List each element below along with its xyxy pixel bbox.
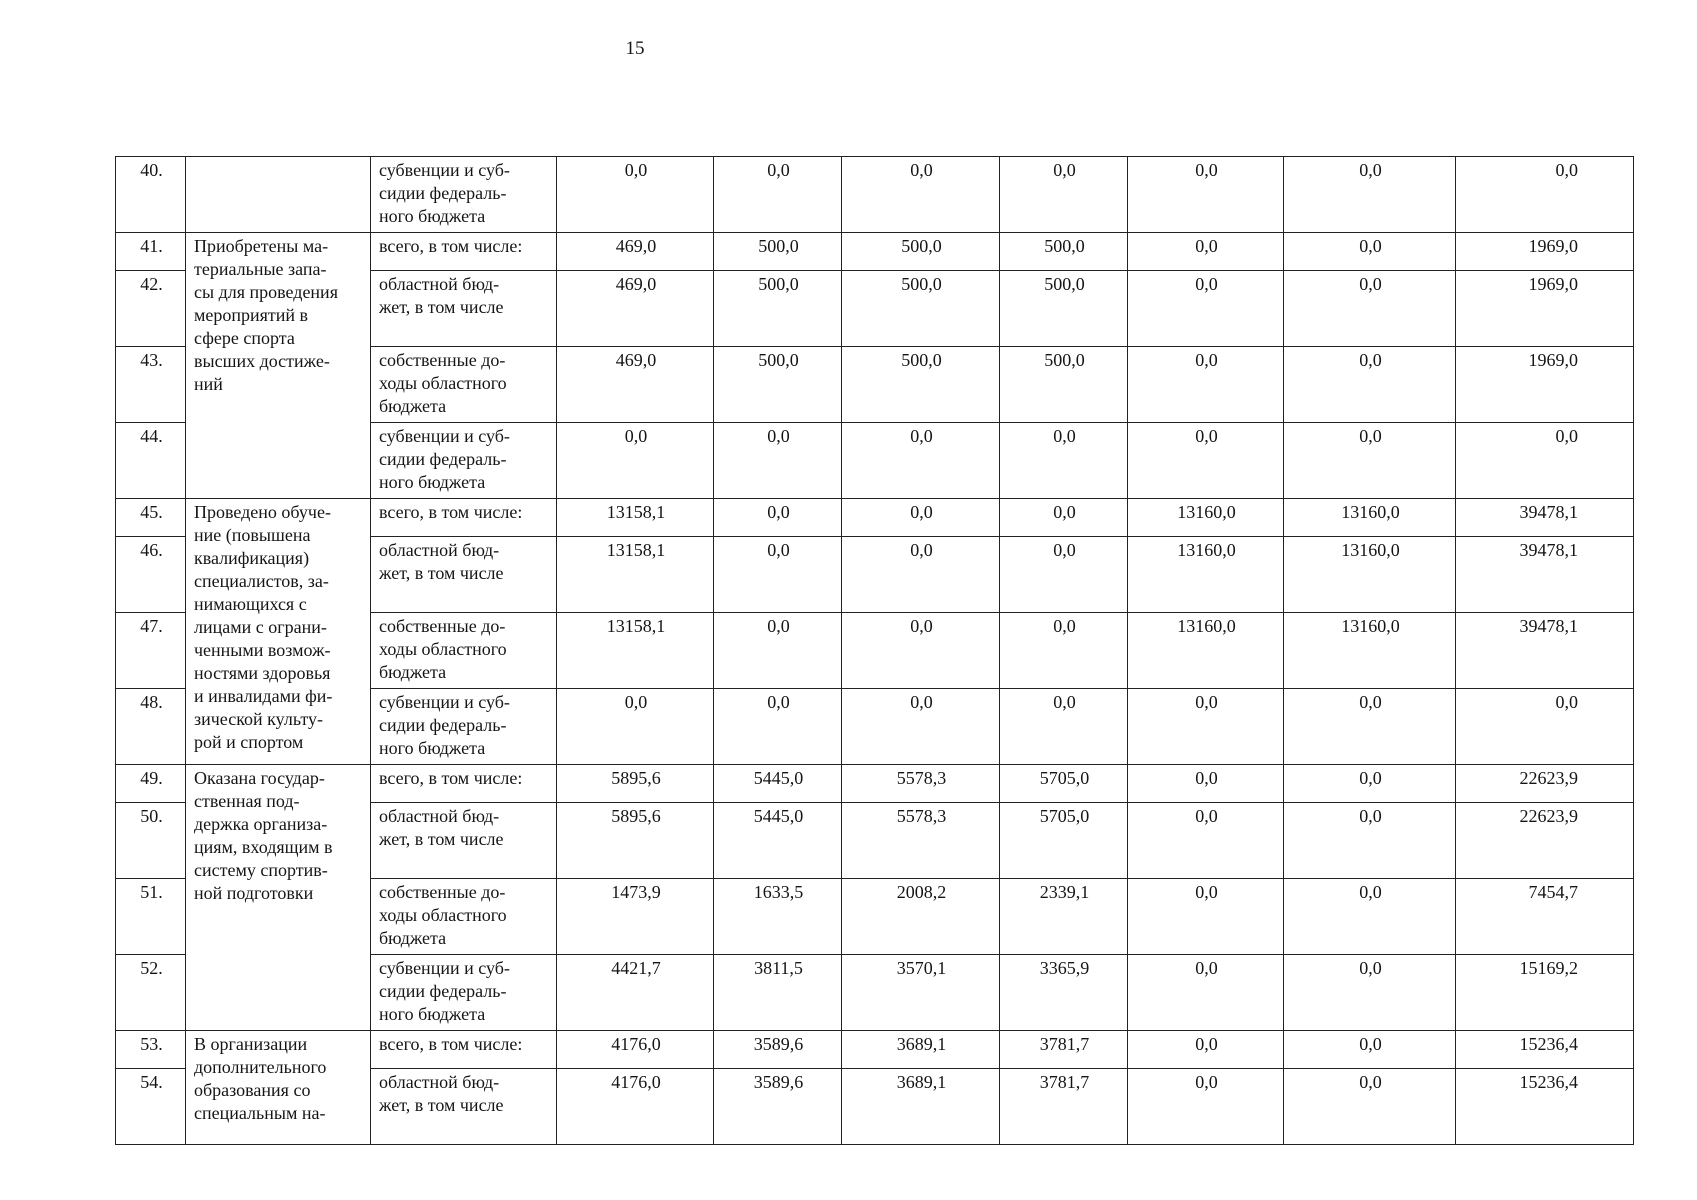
page-number: 15 (625, 38, 645, 59)
funding-source (371, 423, 557, 499)
funding-source (371, 955, 557, 1031)
year-value: 0,0 (1128, 689, 1284, 765)
row-number: 40. (116, 157, 186, 233)
year-value: 0,0 (557, 423, 714, 499)
year-value: 0,0 (1284, 233, 1456, 271)
year-value: 3570,1 (842, 955, 1000, 1031)
measure-description (186, 499, 371, 765)
year-value: 0,0 (842, 499, 1000, 537)
total-value: 7454,7 (1456, 879, 1634, 955)
measure-description (186, 765, 371, 1031)
year-value: 4176,0 (557, 1031, 714, 1069)
year-value: 0,0 (714, 157, 842, 233)
table-row (116, 765, 1634, 803)
funding-source-text: субвенции и суб- сидии федераль- ного бюджета (379, 160, 510, 226)
year-value: 0,0 (714, 423, 842, 499)
year-value: 13160,0 (1284, 537, 1456, 613)
measure-description (186, 157, 371, 233)
funding-source (371, 1069, 557, 1145)
year-value: 13160,0 (1128, 499, 1284, 537)
year-value: 0,0 (1128, 955, 1284, 1031)
year-value: 13160,0 (1284, 499, 1456, 537)
year-value: 0,0 (1128, 1031, 1284, 1069)
funding-source-text: всего, в том числе: (379, 502, 523, 522)
total-value: 1969,0 (1456, 271, 1634, 347)
year-value: 0,0 (842, 423, 1000, 499)
year-value: 2008,2 (842, 879, 1000, 955)
year-value: 0,0 (1284, 803, 1456, 879)
year-value: 0,0 (1284, 879, 1456, 955)
measure-description-text: В организации дополнительного образования со специальным на- (194, 1034, 327, 1123)
funding-source (371, 537, 557, 613)
year-value: 0,0 (842, 157, 1000, 233)
total-value: 39478,1 (1456, 613, 1634, 689)
year-value: 1473,9 (557, 879, 714, 955)
funding-source-text: собственные до- ходы областного бюджета (379, 350, 507, 416)
year-value: 469,0 (557, 347, 714, 423)
funding-source (371, 613, 557, 689)
total-value: 1969,0 (1456, 233, 1634, 271)
year-value: 500,0 (1000, 233, 1128, 271)
year-value: 0,0 (1000, 423, 1128, 499)
year-value: 0,0 (842, 689, 1000, 765)
year-value: 3811,5 (714, 955, 842, 1031)
total-value: 0,0 (1456, 689, 1634, 765)
row-number: 52. (116, 955, 186, 1031)
total-value: 15169,2 (1456, 955, 1634, 1031)
year-value: 0,0 (1128, 879, 1284, 955)
year-value: 5705,0 (1000, 765, 1128, 803)
year-value: 0,0 (1128, 765, 1284, 803)
measure-description (186, 1031, 371, 1145)
year-value: 0,0 (1128, 157, 1284, 233)
year-value: 0,0 (1000, 613, 1128, 689)
year-value: 500,0 (714, 233, 842, 271)
year-value: 0,0 (1284, 765, 1456, 803)
row-number: 45. (116, 499, 186, 537)
funding-source-text: субвенции и суб- сидии федераль- ного бюджета (379, 692, 510, 758)
total-value: 39478,1 (1456, 499, 1634, 537)
year-value: 4176,0 (557, 1069, 714, 1145)
year-value: 500,0 (842, 347, 1000, 423)
measure-description (186, 233, 371, 499)
row-number: 42. (116, 271, 186, 347)
year-value: 500,0 (1000, 347, 1128, 423)
year-value: 469,0 (557, 271, 714, 347)
funding-source (371, 879, 557, 955)
funding-source (371, 347, 557, 423)
funding-source (371, 1031, 557, 1069)
year-value: 0,0 (1128, 233, 1284, 271)
year-value: 3689,1 (842, 1069, 1000, 1145)
year-value: 5705,0 (1000, 803, 1128, 879)
year-value: 0,0 (1284, 955, 1456, 1031)
year-value: 13160,0 (1128, 613, 1284, 689)
funding-source (371, 499, 557, 537)
total-value: 0,0 (1456, 423, 1634, 499)
year-value: 3781,7 (1000, 1069, 1128, 1145)
funding-source-text: всего, в том числе: (379, 768, 523, 788)
year-value: 0,0 (1128, 1069, 1284, 1145)
funding-source-text: собственные до- ходы областного бюджета (379, 882, 507, 948)
year-value: 0,0 (1284, 157, 1456, 233)
year-value: 500,0 (714, 271, 842, 347)
funding-source (371, 689, 557, 765)
year-value: 4421,7 (557, 955, 714, 1031)
year-value: 2339,1 (1000, 879, 1128, 955)
total-value: 15236,4 (1456, 1031, 1634, 1069)
year-value: 5895,6 (557, 765, 714, 803)
year-value: 3589,6 (714, 1069, 842, 1145)
budget-table (115, 156, 1634, 1145)
year-value: 0,0 (1000, 689, 1128, 765)
year-value: 0,0 (1000, 537, 1128, 613)
funding-source-text: собственные до- ходы областного бюджета (379, 616, 507, 682)
funding-source-text: областной бюд- жет, в том числе (379, 806, 504, 849)
measure-description-text: Приобретены ма- териальные запа- сы для проведения мероприятий в сфере спорта высших достиже- ний (194, 236, 338, 394)
year-value: 0,0 (1284, 423, 1456, 499)
year-value: 0,0 (714, 689, 842, 765)
year-value: 3589,6 (714, 1031, 842, 1069)
year-value: 3365,9 (1000, 955, 1128, 1031)
total-value: 0,0 (1456, 157, 1634, 233)
year-value: 500,0 (842, 271, 1000, 347)
funding-source (371, 765, 557, 803)
table-row (116, 499, 1634, 537)
total-value: 22623,9 (1456, 765, 1634, 803)
measure-description-text: Оказана государ- ственная под- держка организа- циям, входящим в систему спортив- ной подготовки (194, 768, 333, 903)
table-row (116, 1031, 1634, 1069)
year-value: 0,0 (1284, 1069, 1456, 1145)
year-value: 0,0 (1128, 803, 1284, 879)
year-value: 500,0 (842, 233, 1000, 271)
funding-source-text: областной бюд- жет, в том числе (379, 540, 504, 583)
table-row (116, 233, 1634, 271)
row-number: 51. (116, 879, 186, 955)
year-value: 13158,1 (557, 499, 714, 537)
row-number: 48. (116, 689, 186, 765)
funding-source-text: областной бюд- жет, в том числе (379, 1072, 504, 1115)
year-value: 0,0 (1284, 689, 1456, 765)
row-number: 41. (116, 233, 186, 271)
year-value: 0,0 (714, 613, 842, 689)
year-value: 13158,1 (557, 537, 714, 613)
year-value: 500,0 (714, 347, 842, 423)
year-value: 0,0 (714, 537, 842, 613)
funding-source-text: субвенции и суб- сидии федераль- ного бюджета (379, 958, 510, 1024)
row-number: 53. (116, 1031, 186, 1069)
measure-description-text: Проведено обуче- ние (повышена квалификация) специалистов, за- нимающихся с лицами с ограни- ченными возмож- ностями здоровья и инвалидами фи- зической культу- рой и спортом (194, 502, 333, 752)
year-value: 5895,6 (557, 803, 714, 879)
funding-source-text: областной бюд- жет, в том числе (379, 274, 504, 317)
row-number: 54. (116, 1069, 186, 1145)
year-value: 0,0 (1284, 271, 1456, 347)
year-value: 13158,1 (557, 613, 714, 689)
year-value: 0,0 (1284, 347, 1456, 423)
row-number: 44. (116, 423, 186, 499)
year-value: 5578,3 (842, 765, 1000, 803)
year-value: 0,0 (714, 499, 842, 537)
year-value: 0,0 (1000, 499, 1128, 537)
total-value: 22623,9 (1456, 803, 1634, 879)
total-value: 39478,1 (1456, 537, 1634, 613)
funding-source (371, 803, 557, 879)
year-value: 3689,1 (842, 1031, 1000, 1069)
year-value: 0,0 (1128, 347, 1284, 423)
funding-source-text: всего, в том числе: (379, 1034, 523, 1054)
year-value: 1633,5 (714, 879, 842, 955)
row-number: 46. (116, 537, 186, 613)
year-value: 5578,3 (842, 803, 1000, 879)
year-value: 13160,0 (1284, 613, 1456, 689)
year-value: 0,0 (842, 613, 1000, 689)
funding-source (371, 157, 557, 233)
year-value: 0,0 (1284, 1031, 1456, 1069)
funding-source (371, 233, 557, 271)
row-number: 43. (116, 347, 186, 423)
year-value: 3781,7 (1000, 1031, 1128, 1069)
year-value: 0,0 (557, 689, 714, 765)
year-value: 5445,0 (714, 803, 842, 879)
year-value: 5445,0 (714, 765, 842, 803)
year-value: 0,0 (1128, 423, 1284, 499)
funding-source-text: всего, в том числе: (379, 236, 523, 256)
row-number: 47. (116, 613, 186, 689)
funding-source-text: субвенции и суб- сидии федераль- ного бюджета (379, 426, 510, 492)
year-value: 500,0 (1000, 271, 1128, 347)
total-value: 15236,4 (1456, 1069, 1634, 1145)
total-value: 1969,0 (1456, 347, 1634, 423)
row-number: 49. (116, 765, 186, 803)
year-value: 0,0 (842, 537, 1000, 613)
year-value: 469,0 (557, 233, 714, 271)
year-value: 0,0 (557, 157, 714, 233)
funding-source (371, 271, 557, 347)
year-value: 0,0 (1128, 271, 1284, 347)
year-value: 0,0 (1000, 157, 1128, 233)
row-number: 50. (116, 803, 186, 879)
year-value: 13160,0 (1128, 537, 1284, 613)
table-row (116, 157, 1634, 233)
